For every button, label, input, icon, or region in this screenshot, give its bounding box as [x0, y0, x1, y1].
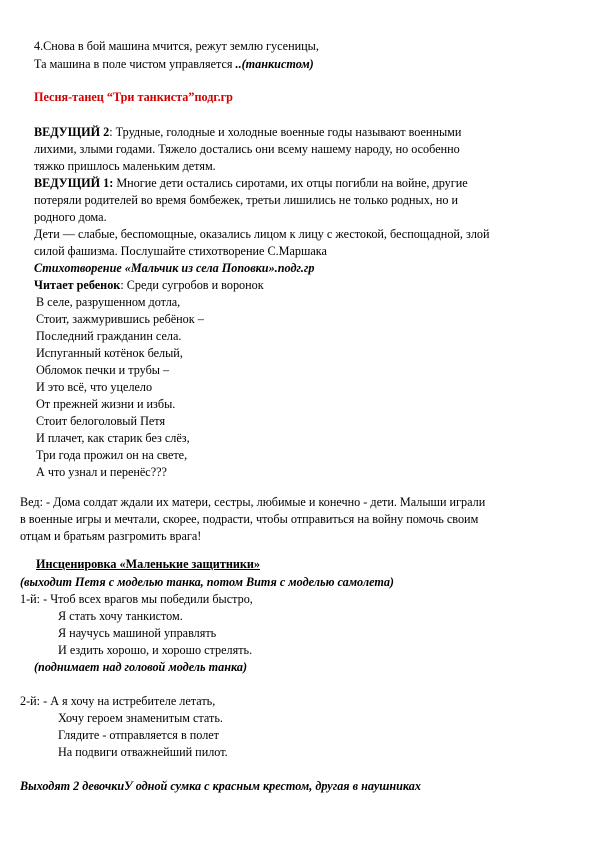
first-line1: 1-й: - Чтоб всех врагов мы победили быстро,	[20, 592, 253, 606]
stanza4-line2-text: Та машина в поле чистом управляется	[34, 57, 236, 71]
host1-line1	[34, 175, 468, 191]
poem-line: И плачет, как старик без слёз,	[36, 431, 190, 445]
reader-label: Читает ребенок	[34, 278, 121, 292]
poem-line: В селе, разрушенном дотла,	[36, 295, 181, 309]
girls-direction: Выходят 2 девочкиУ одной сумка с красным крестом, другая в наушниках	[20, 779, 421, 793]
second-line3: Глядите - отправляется в полет	[58, 728, 220, 742]
host1-line3: родного дома.	[34, 210, 107, 224]
host2-text1: : Трудные, голодные и холодные военные годы называют военными	[109, 125, 462, 139]
children-para-line1: Дети — слабые, беспомощные, оказались лицом к лицу с жестокой, беспощадной, злой	[34, 227, 490, 241]
poem-line: Три года прожил он на свете,	[36, 448, 188, 462]
poem-title: Стихотворение «Мальчик из села Поповки».подг.гр	[34, 261, 315, 275]
ved-para-line2: в военные игры и мечтали, скорее, подрасти, чтобы отправиться на войну помочь своим	[20, 512, 479, 526]
host1-line2: потеряли родителей во время бомбежек, третьи лишились не только родных, но и	[34, 193, 459, 207]
stanza4-line1: 4.Снова в бой машина мчится, режут землю гусеницы,	[34, 39, 319, 53]
first-line2: Я стать хочу танкистом.	[58, 609, 183, 623]
first-line4: И ездить хорошо, и хорошо стрелять.	[58, 643, 253, 657]
host1-label: ВЕДУЩИЙ 1:	[34, 176, 114, 190]
poem-line: Испуганный котёнок белый,	[36, 346, 183, 360]
second-line1: 2-й: - А я хочу на истребителе летать,	[20, 694, 216, 708]
host2-line1	[34, 124, 461, 140]
first-direction: (поднимает над головой модель танка)	[34, 660, 248, 674]
reader-text: : Среди сугробов и воронок	[120, 278, 264, 292]
host2-line3: тяжко пришлось маленьким детям.	[34, 159, 216, 173]
stanza4-answer: ..(танкистом)	[235, 57, 314, 71]
second-line4: На подвиги отважнейший пилот.	[58, 745, 228, 759]
second-line2: Хочу героем знаменитым стать.	[58, 711, 223, 725]
poem-line: Последний гражданин села.	[36, 329, 182, 343]
host2-label: ВЕДУЩИЙ 2	[34, 125, 110, 139]
staging-title: Инсценировка «Маленькие защитники»	[36, 557, 260, 571]
staging-direction: (выходит Петя с моделью танка, потом Витя с моделью самолета)	[20, 575, 394, 589]
poem-line: Стоит белоголовый Петя	[36, 414, 166, 428]
host2-line2: лихими, злыми годами. Тяжело достались они всему нашему народу, но особенно	[34, 142, 460, 156]
poem-line: И это всё, что уцелело	[36, 380, 153, 394]
reader-line	[34, 277, 264, 293]
poem-line: А что узнал и перенёс???	[36, 465, 167, 479]
first-line3: Я научусь машиной управлять	[58, 626, 217, 640]
ved-para-line1: Вед: - Дома солдат ждали их матери, сестры, любимые и конечно - дети. Малыши играли	[20, 495, 486, 509]
poem-line: Стоит, зажмурившись ребёнок –	[36, 312, 204, 326]
stanza4-line2	[34, 56, 314, 72]
children-para-line2: силой фашизма. Послушайте стихотворение С.Маршака	[34, 244, 327, 258]
poem-line: Обломок печки и трубы –	[36, 363, 170, 377]
host1-text1: Многие дети остались сиротами, их отцы погибли на войне, другие	[113, 176, 468, 190]
ved-para-line3: отцам и братьям разгромить врага!	[20, 529, 202, 543]
song-title: Песня-танец “Три танкиста”подг.гр	[34, 90, 233, 104]
poem-line: От прежней жизни и избы.	[36, 397, 176, 411]
